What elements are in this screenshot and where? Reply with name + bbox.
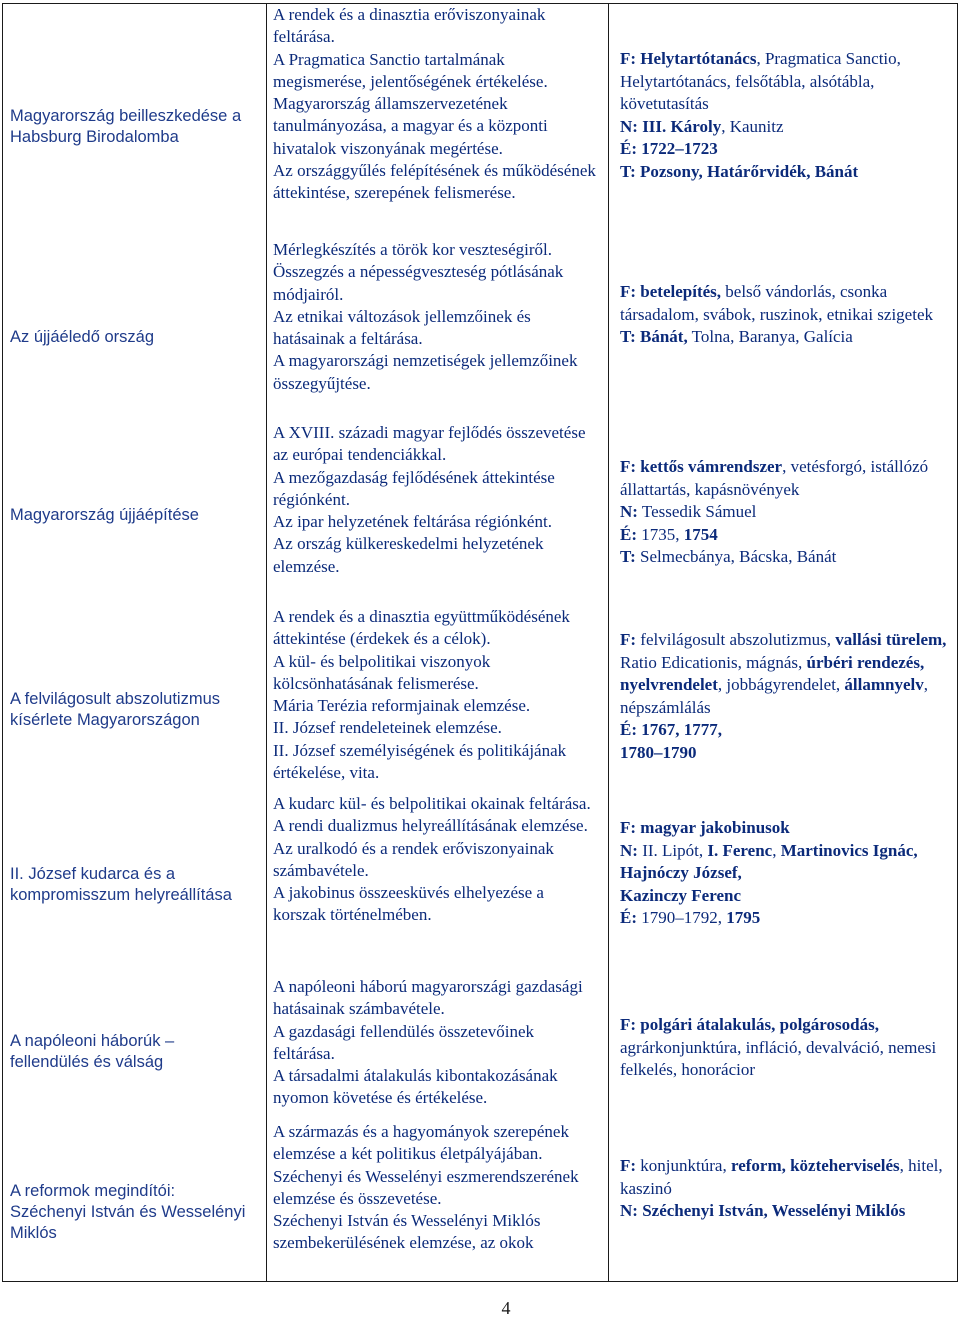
term-line	[620, 742, 952, 765]
term-bold: É:	[620, 524, 637, 544]
term-bold: T: Bánát,	[620, 327, 688, 346]
terms-cell	[620, 629, 952, 764]
term-line	[620, 840, 952, 863]
goal-item: Az országgyűlés felépítésének és működésének áttekintése, szerepének felismerése.	[273, 161, 596, 203]
term-text: , hitel, kaszinó	[620, 1156, 943, 1198]
term-text: , népszámlálás	[620, 675, 929, 717]
column-divider	[266, 4, 267, 1281]
goal-item: Összegzés a népességveszteség pótlásának módjairól.	[273, 262, 564, 304]
terms-cell	[620, 281, 952, 349]
term-bold: államnyelv	[844, 675, 924, 694]
term-bold: Kazinczy Ferenc	[620, 885, 742, 905]
goals-cell	[273, 1121, 599, 1255]
term-bold: F:	[620, 1156, 637, 1175]
term-line	[620, 1155, 952, 1200]
term-line	[620, 1200, 952, 1223]
term-line	[620, 629, 952, 719]
term-bold: É: 1767, 1777,	[620, 720, 722, 739]
term-bold: 1795	[726, 908, 761, 927]
goal-item: Magyarország államszervezetének tanulmányozása, a magyar és a központi hivatalok viszonyának megértése.	[273, 94, 548, 158]
term-text: Ratio Edicationis, mágnás,	[620, 652, 807, 672]
goal-item: A kül- és belpolitikai viszonyok kölcsönhatásának felismerése.	[273, 651, 491, 693]
term-bold: 1754	[683, 524, 718, 544]
goal-item: A társadalmi átalakulás kibontakozásának nyomon követése és értékelése.	[273, 1066, 558, 1108]
term-text: konjunktúra,	[636, 1156, 731, 1175]
term-line	[620, 817, 952, 840]
topic-cell: II. József kudarca és a kompromisszum helyreállítása	[10, 865, 232, 904]
term-line	[620, 1014, 952, 1082]
goal-item: A Pragmatica Sanctio tartalmának megismerése, jelentőségének értékelése.	[273, 49, 548, 91]
term-text: , vetésforgó, istállózó állattartás, kapásnövények	[620, 457, 929, 499]
goals-cell	[273, 793, 599, 927]
term-bold: N: Széchenyi István, Wesselényi Miklós	[620, 1201, 906, 1220]
goal-item: Széchenyi és Wesselényi eszmerendszerének elemzése és összevetése.	[273, 1166, 579, 1208]
goals-cell	[273, 239, 599, 395]
goals-cell	[273, 422, 599, 578]
goal-item: Az ipar helyzetének feltárása régiónként.	[273, 512, 552, 532]
terms-cell	[620, 48, 952, 183]
term-bold: N: III. Károly	[620, 116, 722, 136]
terms-cell	[620, 817, 952, 930]
term-text: , Kaunitz	[721, 116, 784, 136]
term-text: felvilágosult abszolutizmus,	[636, 630, 836, 649]
goal-item: A magyarországi nemzetiségek jellemzőinek összegyűjtése.	[273, 351, 578, 393]
term-text: II. Lipót,	[637, 840, 708, 860]
term-line	[620, 116, 952, 139]
goal-item: A napóleoni háború magyarországi gazdasági hatásainak számbavétele.	[273, 977, 583, 1019]
term-text: Selmecbánya, Bácska, Bánát	[635, 547, 837, 566]
goal-item: A rendek és a dinasztia erőviszonyainak feltárása.	[273, 5, 546, 47]
goal-item: II. József személyiségének és politikájának értékelése, vita.	[273, 740, 567, 783]
term-bold: reform, közteherviselés	[730, 1156, 900, 1175]
terms-cell	[620, 456, 952, 569]
term-line	[620, 719, 952, 742]
goal-item: Az uralkodó és a rendek erőviszonyainak számbavétele.	[273, 838, 554, 880]
term-bold: N:	[620, 502, 638, 521]
column-divider	[608, 4, 609, 1281]
term-line	[620, 138, 952, 161]
term-line	[620, 862, 952, 885]
term-line	[620, 524, 952, 547]
goals-cell	[273, 976, 599, 1110]
topic-cell: A napóleoni háborúk – fellendülés és válság	[10, 1032, 175, 1071]
term-line	[620, 456, 952, 501]
term-bold: vallási türelem,	[835, 630, 947, 649]
term-text: belső vándorlás, csonka társadalom, svábok, ruszinok, etnikai szigetek	[620, 282, 933, 324]
goal-item: A rendek és a dinasztia együttműködésének áttekintése (érdekek és a célok).	[273, 607, 570, 649]
term-text: agrárkonjunktúra, infláció, devalváció, nemesi felkelés, honorácior	[620, 1037, 937, 1079]
goals-cell	[273, 4, 599, 205]
term-text: , jobbágyrendelet,	[717, 675, 845, 694]
goal-item: A XVIII. századi magyar fejlődés összevetése az európai tendenciákkal.	[273, 423, 586, 465]
topic-cell: Magyarország beilleszkedése a Habsburg Birodalomba	[10, 107, 242, 146]
term-bold: F:	[620, 630, 637, 649]
goal-item: A jakobinus összeesküvés elhelyezése a korszak történelmében.	[273, 883, 544, 925]
term-bold: F: kettős vámrendszer	[620, 457, 783, 476]
term-bold: N:	[620, 840, 638, 860]
term-bold: É: 1722–1723	[620, 139, 718, 158]
goal-item: Az ország külkereskedelmi helyzetének elemzése.	[273, 534, 544, 576]
terms-cell	[620, 1014, 952, 1082]
topic-cell: A reformok megindítói: Széchenyi István és Wesselényi Miklós	[10, 1182, 246, 1242]
term-bold: É:	[620, 908, 637, 927]
goal-item: Az etnikai változások jellemzőinek és hatásainak a feltárása.	[273, 306, 531, 349]
topic-cell: Az újjáéledő ország	[10, 328, 155, 346]
goal-item: A mezőgazdaság fejlődésének áttekintése régiónként.	[273, 467, 555, 509]
term-bold: F: Helytartótanács	[620, 49, 757, 68]
term-line	[620, 48, 952, 116]
term-bold: T:	[620, 547, 636, 566]
topic-cell: Magyarország újjáépítése	[10, 506, 199, 524]
term-bold: I. Ferenc	[707, 840, 773, 860]
goal-item: A gazdasági fellendülés összetevőinek feltárása.	[273, 1021, 535, 1063]
term-bold: F: betelepítés,	[620, 282, 722, 301]
goal-item: Széchenyi István és Wesselényi Miklós szembekerülésének elemzése, az okok	[273, 1211, 541, 1253]
term-bold: Hajnóczy József,	[620, 863, 742, 882]
goal-item: Mária Terézia reformjainak elemzése.	[273, 696, 531, 716]
term-bold: úrbéri rendezés, nyelvrendelet	[620, 652, 925, 694]
term-bold: Martinovics Ignác,	[780, 840, 918, 860]
term-bold: F: magyar jakobinusok	[620, 818, 790, 837]
term-text: , Pragmatica Sanctio, Helytartótanács, felsőtábla, alsótábla, követutasítás	[620, 49, 901, 113]
term-bold: T: Pozsony, Határőrvidék, Bánát	[620, 161, 859, 181]
term-line	[620, 907, 952, 930]
goal-item: A származás és a hagyományok szerepének elemzése a két politikus életpályájában.	[273, 1122, 569, 1164]
term-line	[620, 326, 952, 349]
topic-cell: A felvilágosult abszolutizmus kísérlete Magyarországon	[10, 690, 221, 729]
goal-item: A rendi dualizmus helyreállításának elemzése.	[273, 816, 588, 836]
term-line	[620, 501, 952, 524]
page-number: 4	[501, 1298, 511, 1318]
goal-item: Mérlegkészítés a török kor veszteségiről.	[273, 240, 552, 259]
term-text: 1735,	[637, 524, 684, 544]
term-bold: F: polgári átalakulás, polgárosodás,	[620, 1015, 879, 1034]
goals-cell	[273, 606, 599, 784]
terms-cell	[620, 1155, 952, 1223]
term-text: Tessedik Sámuel	[637, 502, 757, 521]
term-line	[620, 281, 952, 326]
term-text: Tolna, Baranya, Galícia	[687, 327, 853, 346]
term-line	[620, 546, 952, 569]
term-line	[620, 161, 952, 184]
term-text: 1790–1792,	[637, 908, 727, 927]
goal-item: A kudarc kül- és belpolitikai okainak feltárása.	[273, 794, 591, 813]
term-bold: 1780–1790	[620, 742, 697, 762]
goal-item: II. József rendeleteinek elemzése.	[273, 718, 502, 738]
term-line	[620, 885, 952, 908]
term-text: ,	[772, 840, 781, 860]
